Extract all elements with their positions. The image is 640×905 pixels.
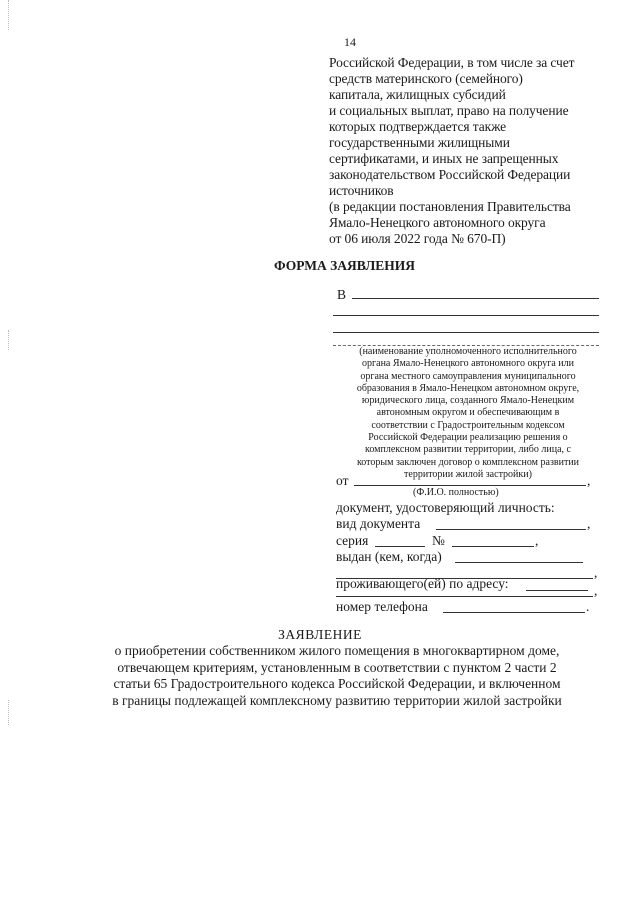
phone-field[interactable] [443,612,585,613]
addressee-note-line: территории жилой застройки) [404,468,532,480]
header-line: средств материнского (семейного) [329,71,523,86]
header-line: которых подтверждается также [329,119,507,134]
from-note: (Ф.И.О. полностью) [413,487,499,498]
header-line: и социальных выплат, право на получение [329,103,569,118]
addressee-note-line: Российской Федерации реализацию решения о [368,432,568,444]
header-line: государственными жилищными [329,135,510,150]
addressee-field-line[interactable] [352,298,599,299]
doc-type-label: вид документа [336,516,421,531]
address-field[interactable] [526,590,588,591]
comma: , [587,473,591,488]
statement-line: в границы подлежащей комплексному развитию территории жилой застройки [112,692,562,708]
header-line: (в редакции постановления Правительства [329,199,571,214]
header-line: капитала, жилищных субсидий [329,87,506,102]
header-line: сертификатами, и иных не запрещенных [329,151,559,166]
statement-body [0,643,640,709]
addressee-note-line: автономным округом и обеспечивающим в [376,407,560,419]
statement-line: отвечающем критериям, установленным в соответствии с пунктом 2 части 2 [117,659,557,675]
addressee-field-line[interactable] [333,315,599,316]
addressee-note-line: (наименование уполномоченного исполнительного [359,346,577,357]
addressee-note-line: которым заключен договор о комплексном развитии [356,456,580,468]
addressee-note-line: комплексном развитии территории, либо лица, с [365,444,571,456]
comma: , [594,565,598,580]
page-number: 14 [344,35,356,49]
number-label: № [432,533,445,548]
header-line: Ямало-Ненецкого автономного округа [329,215,546,230]
issued-field[interactable] [455,562,583,563]
addressee-note-line: органа местного самоуправления муниципального [360,370,576,382]
applicant-name-field[interactable] [354,485,586,486]
margin-mark [8,330,10,350]
number-field[interactable] [452,546,534,547]
id-document-label: документ, удостоверяющий личность: [336,500,555,515]
series-label: серия [336,533,369,548]
header-line: источников [329,183,394,198]
statement-line: статьи 65 Градостроительного кодекса Российской Федерации, и включенном [113,676,561,691]
addressee-note-line: юридического лица, созданного Ямало-Ненецким [361,395,575,407]
header-line: Российской Федерации, в том числе за счет [329,55,575,70]
header-line: от 06 июля 2022 года № 670-П) [329,231,506,246]
series-field[interactable] [375,546,425,547]
addressee-note [333,346,603,481]
comma: , [587,516,591,531]
period: . [586,599,590,614]
doc-type-field[interactable] [436,529,586,530]
from-prefix: от [336,473,349,488]
statement-title: ЗАЯВЛЕНИЕ [278,627,362,642]
addressee-note-line: соответствии с Градостроительным кодексом [371,419,565,431]
form-title: ФОРМА ЗАЯВЛЕНИЯ [274,258,416,273]
comma: , [535,533,539,548]
phone-label: номер телефона [336,599,428,614]
addressee-prefix: В [337,287,347,302]
address-label: проживающего(ей) по адресу: [336,576,509,591]
issued-label: выдан (кем, когда) [336,549,442,564]
header-line: законодательством Российской Федерации [329,167,571,182]
addressee-field-line[interactable] [333,332,599,333]
comma: , [594,583,598,598]
addressee-note-line: образования в Ямало-Ненецком автономном округе, [356,382,580,394]
address-field-continued[interactable] [336,596,593,597]
statement-line: о приобретении собственником жилого помещения в многоквартирном доме, [114,643,560,658]
margin-mark [8,0,10,30]
addressee-note-line: органа Ямало-Ненецкого автономного округа или [362,358,574,370]
